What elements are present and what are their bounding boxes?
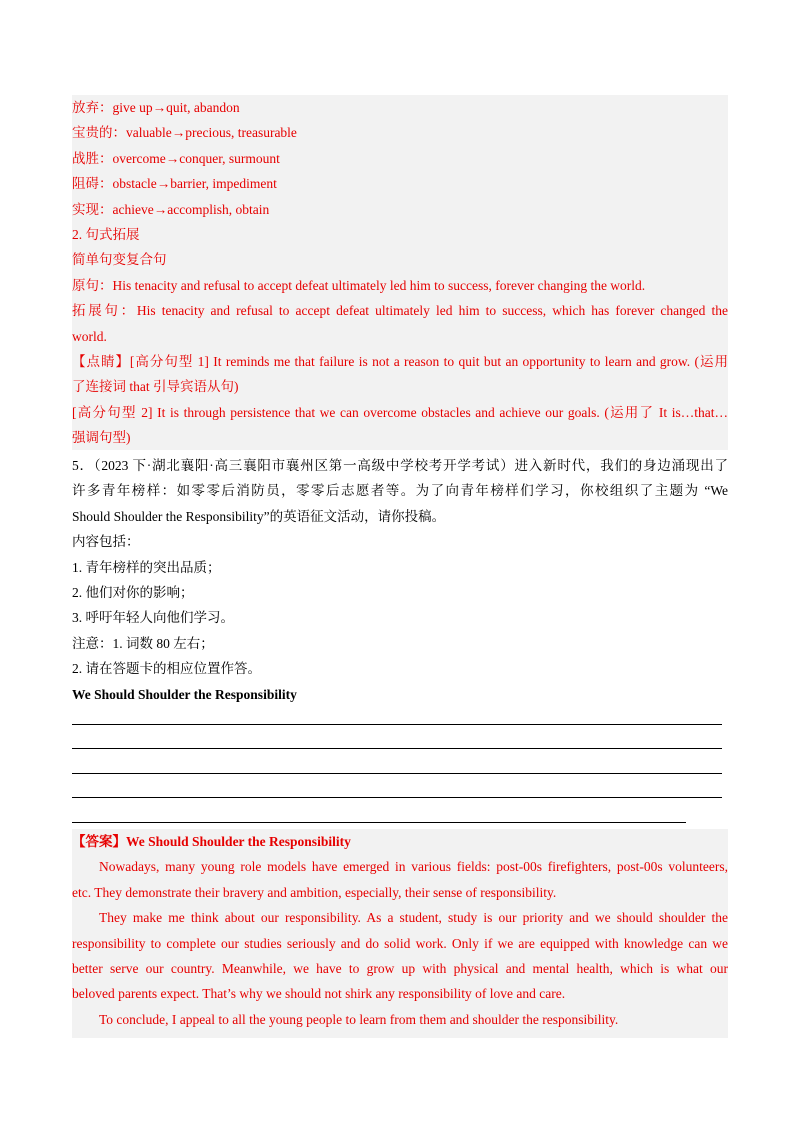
question-line2: 许多青年榜样：如零零后消防员，零零后志愿者等。为了向青年榜样们学习，你校组织了主题为 “We xyxy=(72,483,728,499)
vocab-item: 战胜：overcome→conquer, surmount xyxy=(72,150,280,166)
note-line2: 2. 请在答题卡的相应位置作答。 xyxy=(72,661,261,677)
question-line3: Should Shoulder the Responsibility”的英语征文活动，请你投稿。 xyxy=(72,508,446,524)
answer-writing-line xyxy=(72,748,722,749)
vocab-item: 放弃：give up→quit, abandon xyxy=(72,100,240,115)
answer-p2-line3: better serve our country. Meanwhile, we have to grow up with physical and mental health, which is what our xyxy=(72,960,728,976)
content-label: 内容包括： xyxy=(72,534,140,550)
expanded-sentence-line1: 拓展句：His tenacity and refusal to accept defeat ultimately led him to success, which has forever changed the xyxy=(72,303,728,319)
answer-writing-line xyxy=(72,773,722,774)
vocab-item: 阻碍：obstacle→barrier, impediment xyxy=(72,176,277,192)
essay-title: We Should Shoulder the Responsibility xyxy=(72,686,297,702)
question-5 xyxy=(72,453,728,707)
answer-section xyxy=(72,829,728,1038)
answer-writing-line xyxy=(72,724,722,725)
vocab-item: 宝贵的：valuable→precious, treasurable xyxy=(72,125,297,141)
answer-writing-line xyxy=(72,797,722,798)
question-line1: 5．（2023 下·湖北襄阳·高三襄阳市襄州区第一高级中学校考开学考试）进入新时代，我们的身边涌现出了 xyxy=(72,458,728,473)
sentence-heading: 2. 句式拓展 xyxy=(72,226,140,242)
content-point: 1. 青年榜样的突出品质； xyxy=(72,559,221,575)
content-point: 2. 他们对你的影响； xyxy=(72,584,194,600)
vocab-item: 实现：achieve→accomplish, obtain xyxy=(72,201,270,217)
original-sentence: 原句：His tenacity and refusal to accept defeat ultimately led him to success, forever changing the world. xyxy=(72,277,646,293)
answer-p1-line1: Nowadays, many young role models have emerged in various fields: post-00s firefighters, post-00s volunteers, xyxy=(99,859,728,875)
answer-heading xyxy=(72,829,728,854)
answer-p2-line2: responsibility to complete our studies seriously and do solid work. Only if we are equipped with knowledge can we xyxy=(72,935,728,951)
tip2-line2: 强调句型) xyxy=(72,430,131,446)
answer-writing-line xyxy=(72,822,686,823)
expanded-sentence-line2: world. xyxy=(72,328,107,344)
answer-p1-line2: etc. They demonstrate their bravery and ambition, especially, their sense of responsibility. xyxy=(72,884,557,900)
answer-label: 【答案】 xyxy=(72,834,126,849)
answer-p2-line4: beloved parents expect. That’s why we should not shirk any responsibility of love and care. xyxy=(72,986,566,1002)
answer-title: We Should Shoulder the Responsibility xyxy=(126,834,351,849)
answer-p2-line1: They make me think about our responsibility. As a student, study is our priority and we should shoulder the xyxy=(99,910,728,926)
tip-line2: 了连接词 that 引导宾语从句) xyxy=(72,379,239,395)
content-point: 3. 呼吁年轻人向他们学习。 xyxy=(72,610,234,626)
tip-line1: 【点睛】[高分句型 1] It reminds me that failure is not a reason to quit but an opportunity to learn and grow. (运用 xyxy=(72,353,728,369)
note-line1: 注意：1. 词数 80 左右； xyxy=(72,635,214,651)
answer-p3-line1: To conclude, I appeal to all the young people to learn from them and shoulder the responsibility. xyxy=(99,1011,619,1027)
tip2-line1: [高分句型 2] It is through persistence that we can overcome obstacles and achieve our goals. (运用了 It is…that… xyxy=(72,404,728,420)
sentence-subheading: 简单句变复合句 xyxy=(72,252,167,268)
vocabulary-and-sentence-section xyxy=(72,95,728,450)
